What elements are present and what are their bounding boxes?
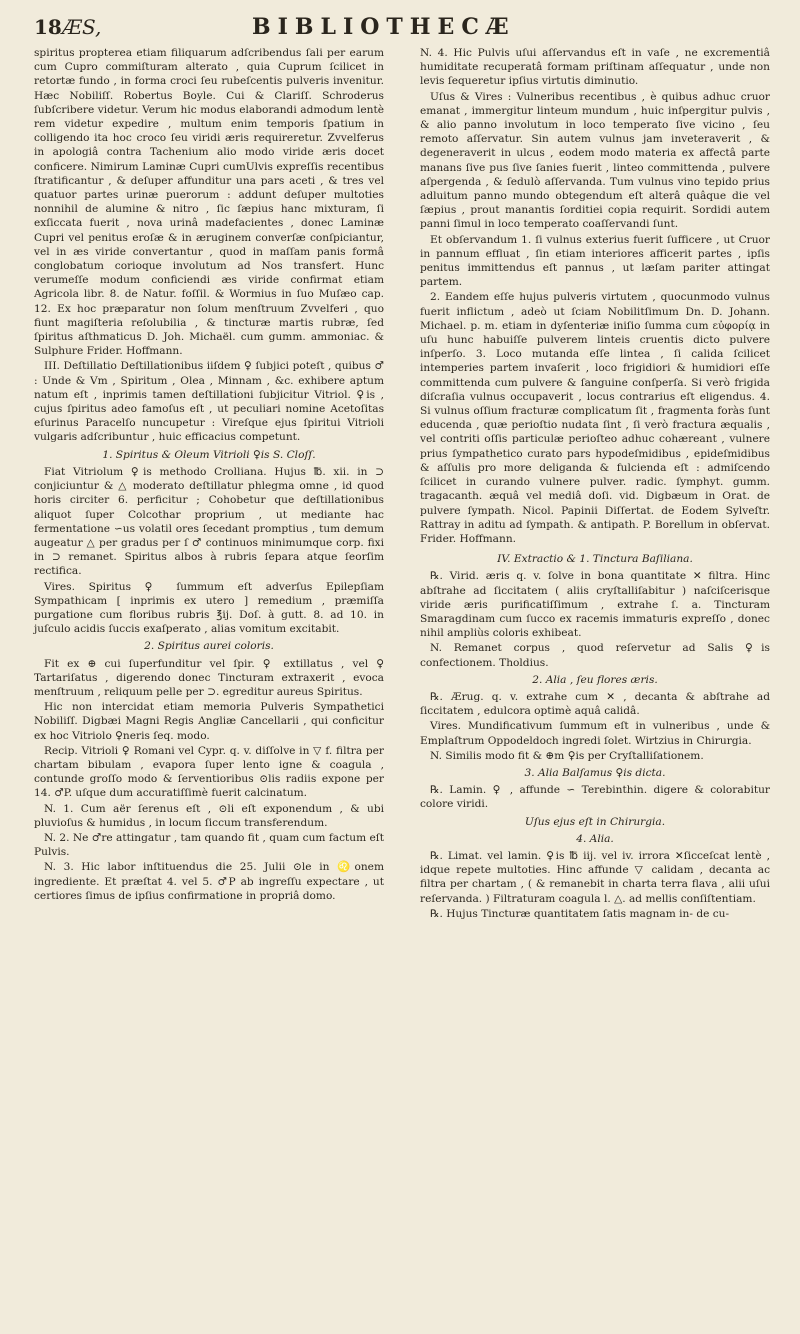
page-header [34,14,770,44]
paragraph: N. 4. Hic Pulvis uſui aſſervandus eſt in vaſe , ne excrementiâ humiditate recuperatâ formam priſtinam aſſequatur , unde non levis ſequeretur ipſius virtutis diminutio. [420,47,770,88]
section-heading: 3. Alia Balſamus ♀is dicta. [524,766,666,779]
paragraph: N. Remanet corpus , quod reſervetur ad Salis ♀is confectionem. Tholdius. [420,642,770,669]
paragraph: N. 2. Ne ♂re attingatur , tam quando fit , quam cum factum eſt Pulvis. [34,831,384,859]
page-number: 18 [34,15,62,39]
paragraph: N. 3. Hic labor inſtituendus die 25. Julii ⊙le in ♌onem ingrediente. Et præſtat 4. vel 5. ♂P ab ingreſſu expectare , ut certiores ſimus de ipſius confirmatione in propriâ domo. [34,861,384,902]
section-heading: Uſus ejus eſt in Chirurgia. [524,815,666,828]
paragraph: ℞. Lamin. ♀ , affunde ∽ Terebinthin. digere & colorabitur colore viridi. [420,784,770,811]
paragraph: Et obſervandum 1. ſi vulnus exterius fuerit ſufficere , ut Cruor in pannum effluat , ſin etiam interiores afficerit partes , ipſis penitus immittendus eſt pannus , ut læſam pariter attingat partem. [420,233,770,289]
paragraph: N. 1. Cum aër ſerenus eſt , ⊙li eſt exponendum , & ubi pluvioſus & humidus , in locum ſiccum transferendum. [34,802,384,829]
paragraph: ℞. Ærug. q. v. extrahe cum ✕ , decanta & abſtrahe ad ſiccitatem , edulcora optimè aquâ calidâ. [420,690,770,718]
section-heading: 4. Alia. [576,832,614,845]
paragraph: Fit ex ⊕ cui ſuperfunditur vel ſpir. ♀ extillatus , vel ♀ Tartariſatus , digerendo donec Tincturam extraxerit , evoca menſtruum , reliquum pelle per ⊃. egreditur aureus Spiritus. [34,657,384,698]
paragraph: Fiat Vitriolum ♀is methodo Crolliana. Hujus ℔. xii. in ⊃ conjiciuntur & △ moderato deſtillatur phlegma omne , id quod horis circiter 6. perficitur ; Cohobetur que deſtillationibus aliquot ſuper Colcothar proprium , ut mediante hac fermentatione ∽us volatil ores ſecedant promptius , tum demum augeatur △ per gradus per ſ ♂ continuos minimumque corp. fixi in ⊃ remanet. Spiritus albos à rubris ſepara atque ſeorſim rectifica. [34,465,384,578]
paragraph: 2. Eandem eſſe hujus pulveris virtutem , quocunmodo vulnus fuerit inflictum , adeò ut ſciam Nobilitſimum Dn. D. Johann. Michael. p. m. etiam in dyſenteriæ iniſio ſumma cum εὐφορίᾳ in uſu hunc habuiſſe pulverem linteis cruentis dicto pulvere inſperſo. 3. Loco mutanda eſſe lintea , ſi calida ſcilicet intemperies partem invaſerit , loco frigidiori & humidiori eſſe committenda cum pulvere & ſanguine conſperſa. Si verò frigida diſcraſia vulnus occupaverit , locus contrarius eſt eligendus. 4. Si vulnus oſſium fracturæ complicatum ſit , fragmenta foràs ſunt educenda , quæ perioſtio nudata ſint , ſi verò fractura æqualis , vel contriti oſſis particulæ perioſteo adhuc cohæreant , vulnere prius ſympathetico curato pars hypodeſmidibus , epideſmidibus & aſſulis pro more deliganda & fulcienda eſt : admiſcendo ſcilicet in curando vulnere pulver. radic. ſymphyt. gumm. tragacanth. æquâ vel mediâ doſi. vid. Digbæum in Orat. de pulvere ſympath. Nicol. Papinii Diſſertat. de Eodem Sylveſtr. Rattray in aditu ad ſympath. & antipath. P. Borellum in obſervat. Frider. Hoffmann. [420,291,770,545]
section-heading: 1. Spiritus & Oleum Vitrioli ♀is S. Cloſſ. [102,448,316,461]
paragraph: Vires. Spiritus ♀ ſummum eſt adverſus Epilepſiam Sympathicam [ inprimis ex utero ] remedium , præmiſſa purgatione cum floribus rubris ℥ij. Doſ. à gutt. 8. ad 10. in juſculo acidis ſuccis exaſperato , alias vomitum excitabit. [34,580,384,636]
paragraph: Uſus & Vires : Vulneribus recentibus , è quibus adhuc cruor emanat , immergitur linteum mundum , huic inſpergitur pulvis , & alio panno involutum in loco temperato ſive vicino , ſeu remoto aſſervatur. Sin autem vulnus jam inveteraverit , & degeneraverit in ulcus , eodem modo materia ex affectâ parte manans ſive pus ſive ſanies fuerit , linteo committenda , pulvere aſpergenda , & ſedulò aſſervanda. Tum vulnus vino tepido prius adluitum panno mundo obtegendum eſt alterâ quâque die vel ſæpius , prout manantis ſorditiei copia requirit. Sordidi autem panni ſimul in loco temperato coaſſervandi ſunt. [420,90,770,231]
section-heading: 2. Spiritus aurei coloris. [144,640,274,653]
paragraph: ℞. Hujus Tincturæ quantitatem ſatis magnam in- de cu- [430,907,730,920]
paragraph: III. Deſtillatio Deſtillationibus iiſdem ♀ ſubjici poteſt , quibus ♂ : Unde & Vm , Spiritum , Olea , Minnam , &c. exhibere aptum natum eſt , inprimis tamen deſtillationi ſubjicitur Vitriol. ♀is , cujus ſpiritus adeo famoſus eſt , ut peculiari nomine Acetoſitas eſurinus Paracelſo nuncupetur : Vireſque ejus ſpiritui Vitrioli vulgaris adſcribuntur , huic efficacius competunt. [34,360,384,444]
right-column [420,46,770,922]
section-heading: 2. Alia , ſeu flores æris. [532,673,658,686]
paragraph: Vires. Mundificativum ſummum eſt in vulneribus , unde & Emplaſtrum Oppodeldoch ingredi ſolet. Wirtzius in Chirurgia. [420,720,770,747]
paragraph: ℞. Limat. vel lamin. ♀is ℔ iij. vel iv. irrora ✕ſicceſcat lentè , idque repete multoties. Hinc affunde ▽ calidam , decanta ac filtra per chartam , ( & remanebit in charta terra flava , alii uſui reſervanda. ) Filtraturam coagula l. △. ad mellis conſiſtentiam. [420,849,770,905]
section-heading: IV. Extractio & 1. Tinctura Baſiliana. [497,553,693,566]
running-title: BIBLIOTHECÆ [252,14,516,40]
paragraph: N. Similis modo fit & ⊕m ♀is per Cryſtalliſationem. [430,749,704,762]
paragraph: Hic non intercidat etiam memoria Pulveris Sympathetici Nobiliſſ. Digbæi Magni Regis Angliæ Cancellarii , qui conficitur ex hoc Vitriolo ♀neris ſeq. modo. [34,701,384,742]
paragraph: ℞. Virid. æris q. v. ſolve in bona quantitate ✕ filtra. Hinc abſtrahe ad ſiccitatem ( aliis cryſtalliſabitur ) naſciſcerisque viride æris purificatiſſimum , extrahe ſ. a. Tincturam Smaragdinam cum ſucco ex racemis immaturis expreſſo , donec nihil ampliùs coloris exhibeat. [420,570,770,640]
left-column [34,46,384,922]
running-head-left: ÆS, [62,15,102,39]
paragraph: spiritus propterea etiam filiquarum adſcribendus ſali per earum cum Cupro commiſturam alterato , quia Cuprum ſcilicet in retortæ fundo , in forma croci ſeu rubeſcentis pulveris invenitur. Hæc Nobiliſſ. Robertus Boyle. Cui & Clariſſ. Schroderus ſubſcribere videtur. Verum hic modus elaborandi admodum lentè rem videtur expedire , multum enim temporis ſpatium in colligendo ita hoc croco ſeu viridi æris requireretur. Zvvelferus in apologiâ contra Tachenium alio modo viride æris docet conficere. Nimirum Laminæ Cupri cumUlvis expreſſis recentibus ſtratificantur , & deſuper affunditur una pars aceti , & tres vel quatuor partes urinæ puerorum : addunt deſuper multoties nonnihil de alumine & nitro , ſic ſæpius hanc mixturam, ſi exſiccata fuerit , nova urinâ madefacientes , donec Laminæ Cupri vel penitus eroſæ & in æruginem converſæ conſpiciantur, vel in æs viride convertantur , quod in maſſam panis formâ conglobatum corioque involutum ad Nos transfert. Hunc verumeſſe modum conficiendi æs viride confirmat etiam Agricola libr. 8. de Natur. foſſil. & Wormius in ſuo Muſæo cap. 12. Ex hoc præparatur non ſolum menſtruum Zvvelferi , quo fiunt magiſteria reſolubilia , & tincturæ martis rubræ, ſed ſpiritus aſthmaticus D. Joh. Michaël. cum gumm. ammoniac. & Sulphure Frider. Hoffmann. [34,47,384,358]
paragraph: Recip. Vitrioli ♀ Romani vel Cypr. q. v. diſſolve in ▽ f. filtra per chartam bibulam , evapora ſuper lento igne & coagula , contunde groſſo modo & ſerventioribus ⊙lis radiis expone per 14. ♂P. uſque dum accuratiſſimè fuerit calcinatum. [34,744,384,800]
text-columns [34,46,770,922]
